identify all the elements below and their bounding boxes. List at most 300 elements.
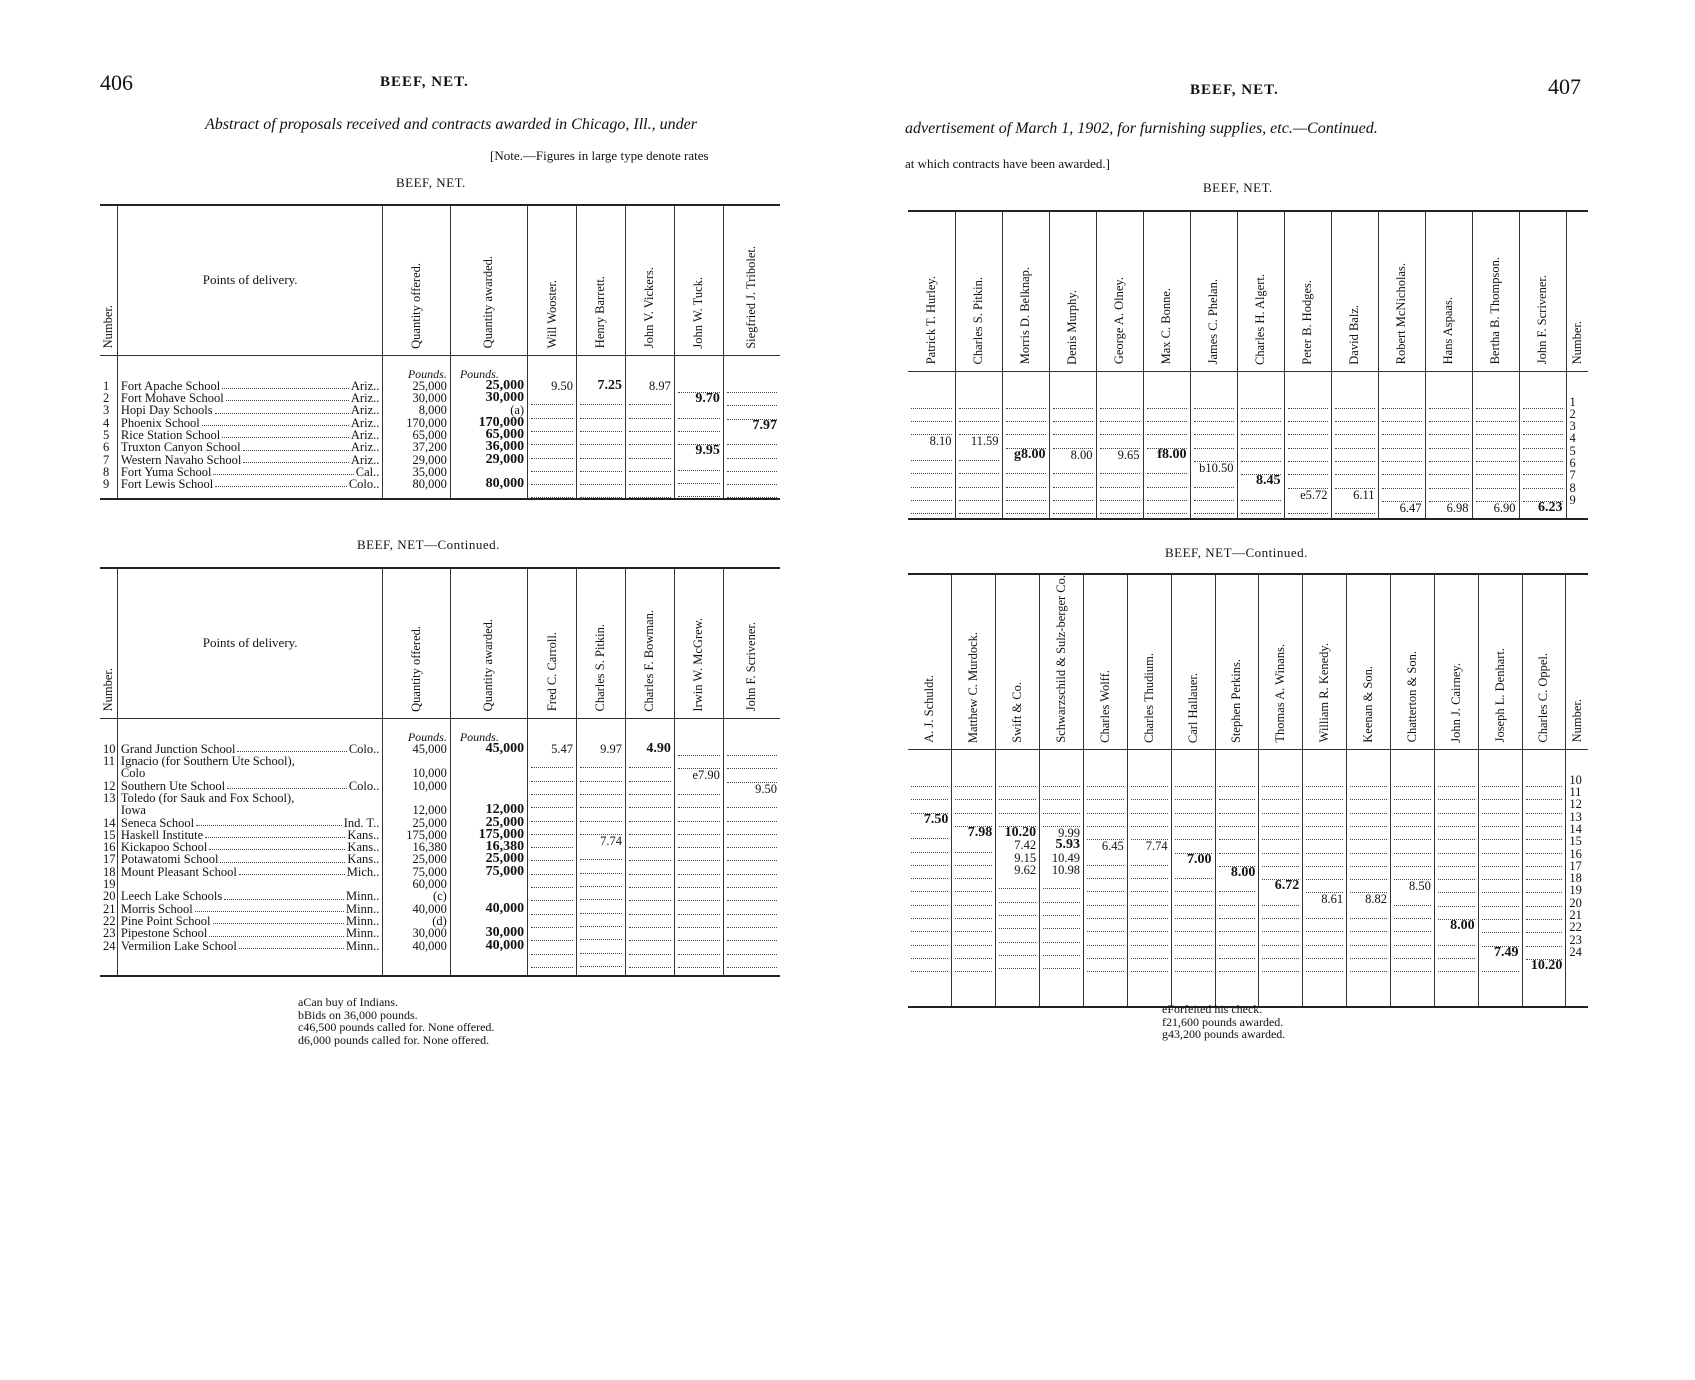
bid-value: [959, 409, 999, 422]
bid-value: [999, 956, 1036, 969]
bid-value: [1526, 907, 1563, 920]
row-number: 1: [103, 378, 110, 393]
bid-value: [999, 800, 1036, 813]
bid-value: [1335, 475, 1375, 488]
bid-value: 9.50: [755, 781, 777, 796]
bid-value: 6.72: [1274, 878, 1300, 894]
bid-value: [727, 795, 777, 808]
row-number: 21: [1569, 908, 1582, 923]
bid-value: [1382, 396, 1422, 409]
qty-awarded: 65,000: [485, 426, 525, 442]
bid-value: [580, 795, 622, 808]
qty-awarded: [454, 878, 524, 890]
bid-value: [678, 808, 720, 821]
bid-value: [1175, 959, 1212, 972]
row-number: 6: [1569, 455, 1576, 470]
section-title-right-1: BEEF, NET.: [1203, 180, 1273, 195]
bid-value: [580, 940, 622, 953]
bid-value: [1394, 800, 1431, 813]
column-cell: [100, 355, 117, 499]
delivery-point-state: Ariz..: [350, 440, 380, 455]
bid-value: [1350, 800, 1387, 813]
delivery-point: [121, 441, 379, 453]
qty-awarded: (a): [510, 403, 525, 418]
bid-value: [1382, 475, 1422, 488]
bid-value: [1219, 774, 1256, 787]
qty-awarded: [454, 755, 524, 767]
bidder-header: [1002, 211, 1049, 371]
delivery-point-name: Fort Apache School: [120, 378, 221, 393]
delivery-point-name: Fort Lewis School: [120, 477, 214, 492]
bid-value: [629, 915, 671, 928]
bidder-header: [1237, 211, 1284, 371]
bid-value: [1438, 893, 1475, 906]
column-cell: [1259, 749, 1303, 1007]
bid-value: [1438, 854, 1475, 867]
spacer: [678, 368, 720, 380]
bid-value: [580, 405, 622, 418]
bid-value: [1194, 474, 1234, 487]
bid-value: 10.20: [1004, 824, 1037, 840]
bid-value: 5.47: [551, 741, 574, 756]
leader-dots: [213, 915, 345, 924]
delivery-point-state: Minn..: [346, 901, 380, 916]
bid-value: [959, 501, 999, 514]
bid-value: [1053, 488, 1093, 501]
bid-value: [1482, 907, 1519, 920]
bidder-name: Denis Murphy.: [1065, 289, 1079, 365]
bidder-header: [1347, 574, 1391, 749]
bidder-header: [908, 574, 952, 749]
row-number: 16: [1569, 846, 1582, 861]
bidder-name: William R. Kenedy.: [1317, 643, 1332, 743]
bidder-name: Matthew C. Murdock.: [966, 631, 981, 743]
bid-value: [531, 485, 573, 498]
bid-value: [580, 874, 622, 887]
bid-value: [1438, 800, 1475, 813]
delivery-point-name: Pipestone School: [120, 926, 208, 941]
bid-value: [1194, 501, 1234, 514]
bid-value: [629, 459, 671, 472]
bid-value: [1219, 892, 1256, 905]
delivery-point: [121, 792, 379, 804]
bid-value: [911, 787, 948, 800]
bid-value: [727, 822, 777, 835]
bid-value: [1087, 879, 1124, 892]
bid-value: [1482, 880, 1519, 893]
bid-value: [1100, 488, 1140, 501]
bid-value: [1526, 774, 1563, 787]
delivery-point-name: Truxton Canyon School: [120, 440, 241, 455]
bid-value: [959, 461, 999, 474]
bid-value: [1482, 893, 1519, 906]
bid-value: [1262, 814, 1299, 827]
bid-value: [1394, 932, 1431, 945]
row-number: 7: [103, 452, 110, 467]
bid-value: [911, 866, 948, 879]
bid-value: 8.00: [1230, 864, 1256, 880]
column-cell: [908, 749, 952, 1007]
bid-value: [1350, 932, 1387, 945]
bid-value: [727, 888, 777, 901]
row-number: 11: [1569, 785, 1582, 800]
bid-value: [1241, 422, 1281, 435]
column-cell: [1190, 371, 1237, 519]
bid-value: [911, 422, 952, 435]
delivery-point-name: Rice Station School: [120, 427, 221, 442]
bid-value: [580, 472, 622, 485]
column-cell: [1127, 749, 1171, 1007]
leader-dots: [213, 466, 353, 475]
bidder-header: [1259, 574, 1303, 749]
qty-offered: 30,000: [412, 391, 447, 406]
bid-value: [1394, 959, 1431, 972]
bid-value: [1526, 933, 1563, 946]
bid-value: 10.49: [1051, 850, 1080, 865]
column-cell: [1171, 749, 1215, 1007]
qty-awarded: [454, 767, 524, 779]
bid-value: [531, 888, 573, 901]
bidder-header: [1171, 574, 1215, 749]
row-number: 16: [103, 840, 116, 855]
bid-value: [1147, 422, 1187, 435]
bid-value: [1219, 906, 1256, 919]
bid-value: [911, 906, 948, 919]
bid-value: [1043, 929, 1080, 942]
bid-value: [1288, 396, 1328, 409]
column-cell: [625, 355, 674, 499]
bid-value: [1043, 916, 1080, 929]
bid-value: [629, 782, 671, 795]
bidder-header: [625, 205, 674, 355]
bid-value: [1053, 461, 1093, 474]
delivery-point-state: Mich..: [346, 864, 380, 879]
qty-awarded: 40,000: [485, 900, 525, 916]
bid-value: [678, 835, 720, 848]
bid-value: 9.95: [695, 443, 720, 459]
bid-value: [1241, 435, 1281, 448]
bid-value: [999, 943, 1036, 956]
bid-value: [580, 768, 622, 781]
section-title-left-2: BEEF, NET—Continued.: [357, 537, 500, 552]
bid-value: [727, 380, 777, 393]
bid-value: [1241, 488, 1281, 501]
bid-value: [1131, 946, 1168, 959]
delivery-point-name: Southern Ute School: [120, 778, 226, 793]
row-number: 22: [103, 913, 116, 928]
bid-value: [1476, 475, 1516, 488]
bidder-name: Fred C. Carroll.: [544, 632, 559, 712]
column-cell: [100, 718, 117, 976]
bid-value: [1438, 880, 1475, 893]
leader-dots: [215, 404, 349, 413]
delivery-point: [121, 927, 379, 939]
bid-value: [1043, 903, 1080, 916]
delivery-point: [121, 404, 379, 416]
bid-value: [1131, 932, 1168, 945]
bid-value: [1262, 906, 1299, 919]
bid-value: [1382, 462, 1422, 475]
qty-offered: (c): [432, 889, 447, 904]
bidder-name: Siegfried J. Tribolet.: [744, 245, 759, 349]
delivery-point-state: Ariz..: [350, 415, 380, 430]
running-head-right: BEEF, NET.: [1190, 82, 1279, 98]
bidder-name: Charles C. Oppel.: [1536, 653, 1551, 743]
row-number: 5: [103, 427, 110, 442]
bid-value: [1288, 475, 1328, 488]
bid-value: [1350, 814, 1387, 827]
bid-value: [1087, 800, 1124, 813]
bid-value: [1087, 827, 1124, 840]
bid-value: [531, 928, 573, 941]
bid-value: 7.49: [1494, 944, 1519, 960]
bid-value: [1523, 409, 1563, 422]
bid-value: [1087, 906, 1124, 919]
row-number: 12: [103, 778, 116, 793]
bid-value: 6.23: [1538, 499, 1563, 515]
bid-value: [1350, 774, 1387, 787]
bid-value: b10.50: [1199, 460, 1234, 475]
col-header-points: Points of delivery.: [117, 568, 382, 718]
bid-value: [1262, 932, 1299, 945]
bidder-name: Charles H. Algert.: [1253, 273, 1267, 365]
qty-awarded: 12,000: [485, 802, 525, 818]
qty-offered: 60,000: [412, 877, 447, 892]
delivery-point-name: Mount Pleasant School: [120, 864, 237, 879]
row-number: 5: [1569, 443, 1576, 458]
bidder-header: [1472, 211, 1519, 371]
row-number: 18: [103, 864, 116, 879]
bid-value: [629, 392, 671, 405]
bidder-name: Thomas A. Winans.: [1273, 644, 1288, 743]
bid-value: [678, 875, 720, 888]
bid-value: [1429, 422, 1469, 435]
bid-value: [1194, 449, 1234, 462]
bid-value: [1306, 906, 1343, 919]
col-header-qty-offered-text: Quantity offered.: [409, 262, 424, 349]
row-number: 18: [1569, 871, 1582, 886]
bid-value: [1147, 409, 1187, 422]
bid-value: [1175, 932, 1212, 945]
delivery-point-state: Kans..: [347, 827, 380, 842]
row-number: 19: [103, 877, 116, 892]
column-cell: [1434, 749, 1478, 1007]
col-header-qty-awarded: [450, 205, 527, 355]
bidder-name: Swift & Co.: [1010, 682, 1025, 743]
column-cell: [996, 749, 1040, 1007]
row-number: 19: [1569, 883, 1582, 898]
bid-value: [959, 474, 999, 487]
bid-value: [1394, 919, 1431, 932]
bid-value: [678, 955, 720, 968]
row-number: 20: [1569, 895, 1582, 910]
bidder-header: [528, 568, 577, 718]
right-table-2: [908, 573, 1588, 1008]
bid-value: [1306, 814, 1343, 827]
bid-value: [1175, 787, 1212, 800]
column-cell: [1002, 371, 1049, 519]
qty-offered: 175,000: [406, 827, 447, 842]
column-cell: [117, 355, 382, 499]
bid-value: [1306, 840, 1343, 853]
bid-value: 8.82: [1365, 892, 1387, 907]
bid-value: [727, 941, 777, 954]
column-cell: [383, 355, 450, 499]
column-cell: [450, 718, 527, 976]
delivery-point-name: Toledo (for Sauk and Fox School),: [120, 790, 295, 805]
bidder-name: George A. Olney.: [1112, 277, 1126, 365]
bid-value: 10.20: [1530, 957, 1563, 973]
bid-value: [1147, 461, 1187, 474]
bid-value: [678, 941, 720, 954]
bid-value: [531, 835, 573, 848]
bid-value: [629, 808, 671, 821]
bidder-header: [1303, 574, 1347, 749]
bid-value: [727, 928, 777, 941]
row-number: 7: [1569, 468, 1576, 483]
bid-value: [678, 484, 720, 497]
bid-value: [1482, 920, 1519, 933]
bidder-header: [674, 568, 723, 718]
bid-value: [580, 432, 622, 445]
bid-value: [727, 743, 777, 756]
col-header-number: [100, 205, 117, 355]
bid-value: [1382, 422, 1422, 435]
bid-value: [678, 861, 720, 874]
bid-value: [629, 472, 671, 485]
bid-value: [629, 419, 671, 432]
bid-value: [531, 822, 573, 835]
delivery-point-name: Vermilion Lake School: [120, 938, 237, 953]
page-number-left: 406: [100, 70, 133, 95]
bid-value: [678, 928, 720, 941]
bid-value: 6.98: [1446, 500, 1469, 515]
bid-value: [1438, 774, 1475, 787]
bid-value: [1006, 422, 1046, 435]
bid-value: [531, 875, 573, 888]
bid-value: [911, 826, 948, 839]
bid-value: [629, 835, 671, 848]
bid-value: [1053, 396, 1093, 409]
bid-value: [959, 396, 999, 409]
bid-value: [1288, 409, 1328, 422]
bid-value: [1175, 906, 1212, 919]
bid-value: [678, 782, 720, 795]
bid-value: 8.61: [1321, 892, 1344, 907]
bid-value: [531, 768, 573, 781]
bid-value: [1350, 867, 1387, 880]
bid-value: [1262, 774, 1299, 787]
bid-value: [999, 916, 1036, 929]
bid-value: [1482, 814, 1519, 827]
bid-value: [1526, 893, 1563, 906]
bid-value: [1053, 501, 1093, 514]
bidder-header: [1190, 211, 1237, 371]
bidder-name: Joseph L. Denhart.: [1492, 648, 1507, 743]
bidder-name: Charles F. Bowman.: [642, 609, 657, 712]
row-number: 3: [1569, 419, 1576, 434]
bid-value: [1087, 787, 1124, 800]
bid-value: [1262, 827, 1299, 840]
bid-value: [911, 879, 948, 892]
bid-value: [1429, 435, 1469, 448]
spacer: [727, 368, 777, 380]
qty-offered: 12,000: [412, 803, 447, 818]
bid-value: [1394, 867, 1431, 880]
bid-value: [580, 927, 622, 940]
bid-value: [727, 955, 777, 968]
bid-value: [955, 787, 992, 800]
bid-value: [1241, 501, 1281, 514]
qty-awarded: 80,000: [485, 476, 525, 492]
bid-value: g8.00: [1014, 446, 1046, 462]
delivery-point-name: Phoenix School: [120, 415, 200, 430]
column-cell: [1303, 749, 1347, 1007]
bid-value: [1175, 814, 1212, 827]
bid-value: [1043, 774, 1080, 787]
bid-value: [911, 853, 948, 866]
column-cell: [723, 718, 780, 976]
bid-value: [1131, 774, 1168, 787]
bid-value: 6.90: [1493, 500, 1516, 515]
bid-value: [1131, 906, 1168, 919]
section-title-right-2: BEEF, NET—Continued.: [1165, 545, 1308, 560]
delivery-point-name: Leech Lake Schools: [120, 889, 223, 904]
bid-value: [1438, 787, 1475, 800]
bid-value: [955, 774, 992, 787]
bid-value: f8.00: [1157, 446, 1187, 462]
bid-value: [1262, 800, 1299, 813]
bid-value: 7.00: [1187, 851, 1212, 867]
row-number: 24: [103, 938, 116, 953]
bid-value: [1087, 853, 1124, 866]
bid-value: 8.00: [1070, 447, 1093, 462]
qty-offered: 30,000: [412, 926, 447, 941]
bid-value: [727, 875, 777, 888]
spacer: [121, 368, 379, 380]
bid-value: [1306, 932, 1343, 945]
bid-value: [1241, 396, 1281, 409]
row-number: 24: [1569, 944, 1582, 959]
bid-value: [911, 774, 948, 787]
qty-awarded: 25,000: [485, 814, 525, 830]
column-cell: [577, 355, 626, 499]
bid-value: [1394, 906, 1431, 919]
bid-value: [955, 932, 992, 945]
col-header-number-text: Number.: [100, 668, 115, 712]
bid-value: [1350, 919, 1387, 932]
bidder-name: Max C. Bonne.: [1159, 288, 1173, 365]
bid-value: [1131, 919, 1168, 932]
bid-value: [1194, 409, 1234, 422]
row-number: 17: [1569, 858, 1582, 873]
bid-value: [1262, 946, 1299, 959]
bid-value: [911, 461, 952, 474]
bid-value: [911, 501, 952, 514]
bid-value: [955, 866, 992, 879]
bidder-name: Bertha B. Thompson.: [1488, 257, 1502, 365]
bid-value: [1394, 827, 1431, 840]
bid-value: [1219, 827, 1256, 840]
bid-value: [1438, 867, 1475, 880]
delivery-point-state: Ariz..: [350, 452, 380, 467]
qty-offered: 45,000: [412, 741, 447, 756]
bid-value: [629, 795, 671, 808]
bid-value: [1523, 422, 1563, 435]
bid-value: [629, 848, 671, 861]
leader-dots: [202, 417, 349, 426]
qty-awarded: 36,000: [485, 439, 525, 455]
